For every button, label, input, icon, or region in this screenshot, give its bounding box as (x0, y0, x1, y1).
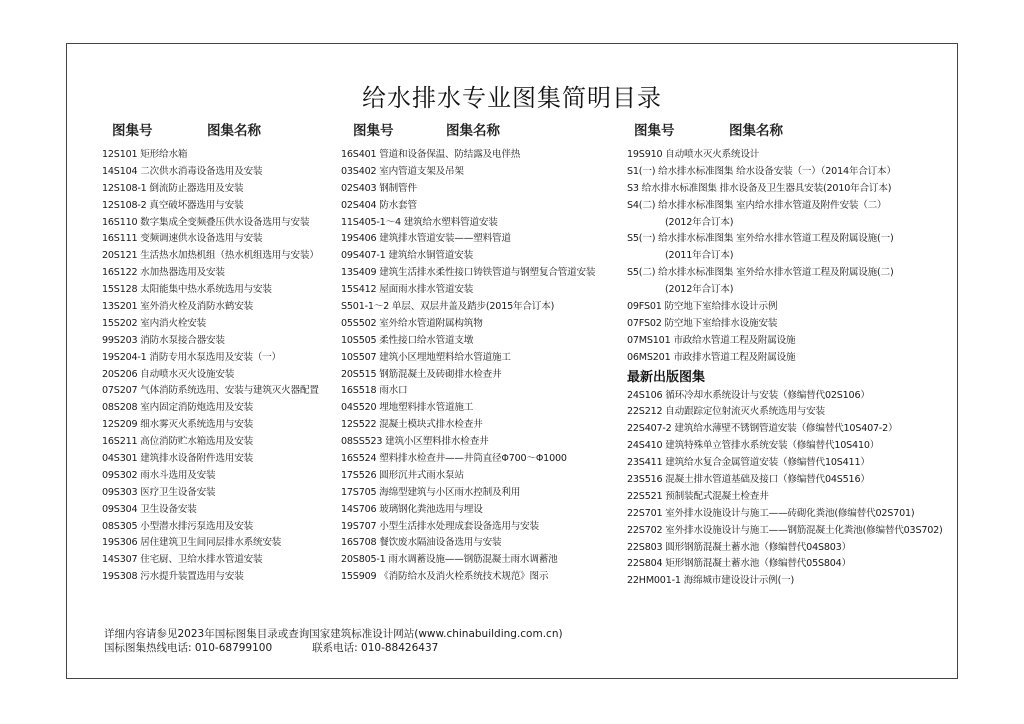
catalog-entry: 20S515 钢筋混凝土及砖砌排水检查井 (341, 368, 502, 380)
catalog-entry: 16S111 变频调速供水设备选用与安装 (102, 233, 263, 245)
footer (104, 627, 563, 655)
catalog-entry: 08SS523 建筑小区塑料排水检查井 (341, 436, 489, 448)
catalog-entry: 14S706 玻璃钢化粪池选用与埋设 (341, 503, 483, 515)
catalog-entry: 19S707 小型生活排水处理成套设备选用与安装 (341, 520, 539, 532)
catalog-entry: 16S524 塑料排水检查井——井筒直径Φ700～Φ1000 (341, 453, 567, 465)
catalog-entry: 19S308 污水提升装置选用与安装 (102, 571, 244, 583)
new-catalog-entry: 22S702 室外排水设施设计与施工——钢筋混凝土化粪池(修编替代03S702) (627, 524, 943, 536)
new-catalog-entry: 22S803 圆形钢筋混凝土蓄水池（修编替代04S803） (627, 541, 851, 553)
catalog-entry: (2012年合订本) (665, 216, 734, 228)
catalog-entry: S501-1～2 单层、双层井盖及踏步(2015年合订本) (341, 301, 555, 313)
header-name: 图集名称 (446, 123, 500, 139)
catalog-entry: 17S526 圆形沉井式雨水泵站 (341, 469, 464, 481)
new-catalog-entry: 22S407-2 建筑给水薄壁不锈钢管道安装（修编替代10S407-2） (627, 423, 898, 435)
catalog-entry: 09S303 医疗卫生设备安装 (102, 486, 216, 498)
new-catalog-entry: 24S106 循环冷却水系统设计与安装（修编替代02S106） (627, 389, 870, 401)
catalog-entry: 15S412 屋面雨水排水管道安装 (341, 284, 474, 296)
catalog-entry: (2012年合订本) (665, 284, 734, 296)
catalog-entry: 14S104 二次供水消毒设备选用及安装 (102, 165, 263, 177)
catalog-entry: 12S108-2 真空破坏器选用与安装 (102, 199, 244, 211)
new-catalog-entry: 23S411 建筑给水复合金属管道安装（修编替代10S411） (627, 457, 870, 469)
catalog-entry: 13S409 建筑生活排水柔性接口铸铁管道与钢塑复合管道安装 (341, 267, 596, 279)
catalog-entry: 15S128 太阳能集中热水系统选用与安装 (102, 284, 272, 296)
catalog-entry: (2011年合订本) (665, 250, 734, 262)
catalog-entry: 09S304 卫生设备安装 (102, 503, 197, 515)
footer-website-note: 详细内容请参见2023年国标图集目录或查询国家建筑标准设计网站(www.chinabuilding.com.cn) (104, 628, 563, 640)
catalog-entry: 03S402 室内管道支架及吊架 (341, 165, 464, 177)
footer-contact: 联系电话: 010-88426437 (312, 642, 439, 654)
catalog-column-3 (627, 147, 943, 590)
catalog-entry: 16S122 水加热器选用及安装 (102, 267, 225, 279)
new-catalog-entry: 24S410 建筑特殊单立管排水系统安装（修编替代10S410） (627, 440, 880, 452)
catalog-entry: 05S502 室外给水管道附属构筑物 (341, 317, 483, 329)
catalog-entry: 09S407-1 建筑给水铜管道安装 (341, 250, 473, 262)
catalog-entry: 19S204-1 消防专用水泵选用及安装（一） (102, 351, 281, 363)
footer-hotline: 国标图集热线电话: 010-68799100 (104, 642, 273, 654)
header-code: 图集号 (634, 123, 675, 139)
catalog-entry: 19S306 居住建筑卫生间同层排水系统安装 (102, 537, 282, 549)
catalog-entry: S3 给水排水标准图集 排水设备及卫生器具安装(2010年合订本) (627, 182, 892, 194)
catalog-entry: S5(一) 给水排水标准图集 室外给水排水管道工程及附属设施(一) (627, 233, 894, 245)
catalog-entry: 07MS101 市政给水管道工程及附属设施 (627, 334, 796, 346)
catalog-entry: 15S909 《消防给水及消火栓系统技术规范》图示 (341, 571, 549, 583)
catalog-column-1 (102, 147, 319, 586)
catalog-entry: 07S207 气体消防系统选用、安装与建筑灭火器配置 (102, 385, 319, 397)
catalog-entry: 20S206 自动喷水灭火设施安装 (102, 368, 235, 380)
header-name: 图集名称 (207, 123, 261, 139)
header-code: 图集号 (112, 123, 153, 139)
catalog-entry: 19S910 自动喷水灭火系统设计 (627, 149, 760, 160)
catalog-entry: 16S708 餐饮废水隔油设备选用与安装 (341, 537, 502, 549)
catalog-entry: 19S406 建筑排水管道安装——塑料管道 (341, 233, 511, 245)
header-name: 图集名称 (729, 123, 783, 139)
catalog-entry: 16S211 高位消防贮水箱选用及安装 (102, 436, 253, 448)
catalog-entry: 16S110 数字集成全变频叠压供水设备选用与安装 (102, 216, 310, 228)
column-header-2 (353, 119, 500, 139)
catalog-entry: 02S404 防水套管 (341, 199, 417, 211)
catalog-entry: 08S305 小型潜水排污泵选用及安装 (102, 520, 253, 532)
catalog-column-2 (341, 147, 595, 586)
catalog-entry: 07FS02 防空地下室给排水设施安装 (627, 317, 778, 329)
catalog-entry: 99S203 消防水泵接合器安装 (102, 334, 225, 346)
footer-phones (104, 641, 563, 655)
catalog-entry: 02S403 钢制管件 (341, 182, 417, 194)
page-title: 给水排水专业图集简明目录 (362, 84, 662, 112)
catalog-entry: 15S202 室内消火栓安装 (102, 317, 207, 329)
catalog-entry: 04S301 建筑排水设备附件选用安装 (102, 453, 253, 465)
new-catalog-entry: 22S212 自动跟踪定位射流灭火系统选用与安装 (627, 406, 825, 418)
catalog-entry: 14S307 住宅厨、卫给水排水管道安装 (102, 554, 263, 566)
catalog-entry: 20S121 生活热水加热机组（热水机组选用与安装） (102, 250, 319, 262)
column-header-3 (634, 119, 783, 139)
new-catalog-entry: 22S701 室外排水设施设计与施工——砖砌化粪池(修编替代02S701) (627, 507, 915, 519)
column-header-1 (112, 119, 261, 139)
new-catalog-entry: 22S804 矩形钢筋混凝土蓄水池（修编替代05S804） (627, 558, 851, 570)
catalog-entry: 12S522 混凝土模块式排水检查井 (341, 419, 483, 431)
catalog-entry: S4(二) 给水排水标准图集 室内给水排水管道及附件安装（二） (627, 199, 887, 211)
catalog-entry: 06MS201 市政排水管道工程及附属设施 (627, 351, 796, 363)
catalog-entry: 09S302 雨水斗选用及安装 (102, 469, 216, 481)
catalog-entry: 11S405-1～4 建筑给水塑料管道安装 (341, 216, 498, 228)
catalog-entry: 12S108-1 倒流防止器选用及安装 (102, 182, 244, 194)
catalog-entry: 10S507 建筑小区埋地塑料给水管道施工 (341, 351, 511, 363)
catalog-entry: S1(一) 给水排水标准图集 给水设备安装（一）（2014年合订本） (627, 165, 896, 177)
catalog-entry: 08S208 室内固定消防炮选用及安装 (102, 402, 253, 414)
new-catalog-entry: 22S521 预制装配式混凝土检查井 (627, 490, 769, 502)
catalog-entry: 04S520 埋地塑料排水管道施工 (341, 402, 474, 414)
catalog-entry: 12S101 矩形给水箱 (102, 149, 188, 160)
catalog-entry: 20S805-1 雨水调蓄设施——钢筋混凝土雨水调蓄池 (341, 554, 558, 566)
header-code: 图集号 (353, 123, 394, 139)
catalog-entry: 13S201 室外消火栓及消防水鹤安装 (102, 301, 253, 313)
catalog-entry: 16S401 管道和设备保温、防结露及电伴热 (341, 149, 521, 160)
catalog-entry: 12S209 细水雾灭火系统选用与安装 (102, 419, 253, 431)
catalog-entry: 09FS01 防空地下室给排水设计示例 (627, 301, 778, 313)
catalog-entry: 17S705 海绵型建筑与小区雨水控制及利用 (341, 486, 521, 498)
catalog-entry: 10S505 柔性接口给水管道支墩 (341, 334, 474, 346)
new-publications-heading: 最新出版图集 (627, 369, 706, 385)
catalog-entry: S5(二) 给水排水标准图集 室外给水排水管道工程及附属设施(二) (627, 267, 894, 279)
new-catalog-entry: 23S516 混凝土排水管道基础及接口（修编替代04S516） (627, 474, 870, 486)
catalog-entry: 16S518 雨水口 (341, 385, 408, 397)
new-catalog-entry: 22HM001-1 海绵城市建设设计示例(一) (627, 575, 795, 587)
